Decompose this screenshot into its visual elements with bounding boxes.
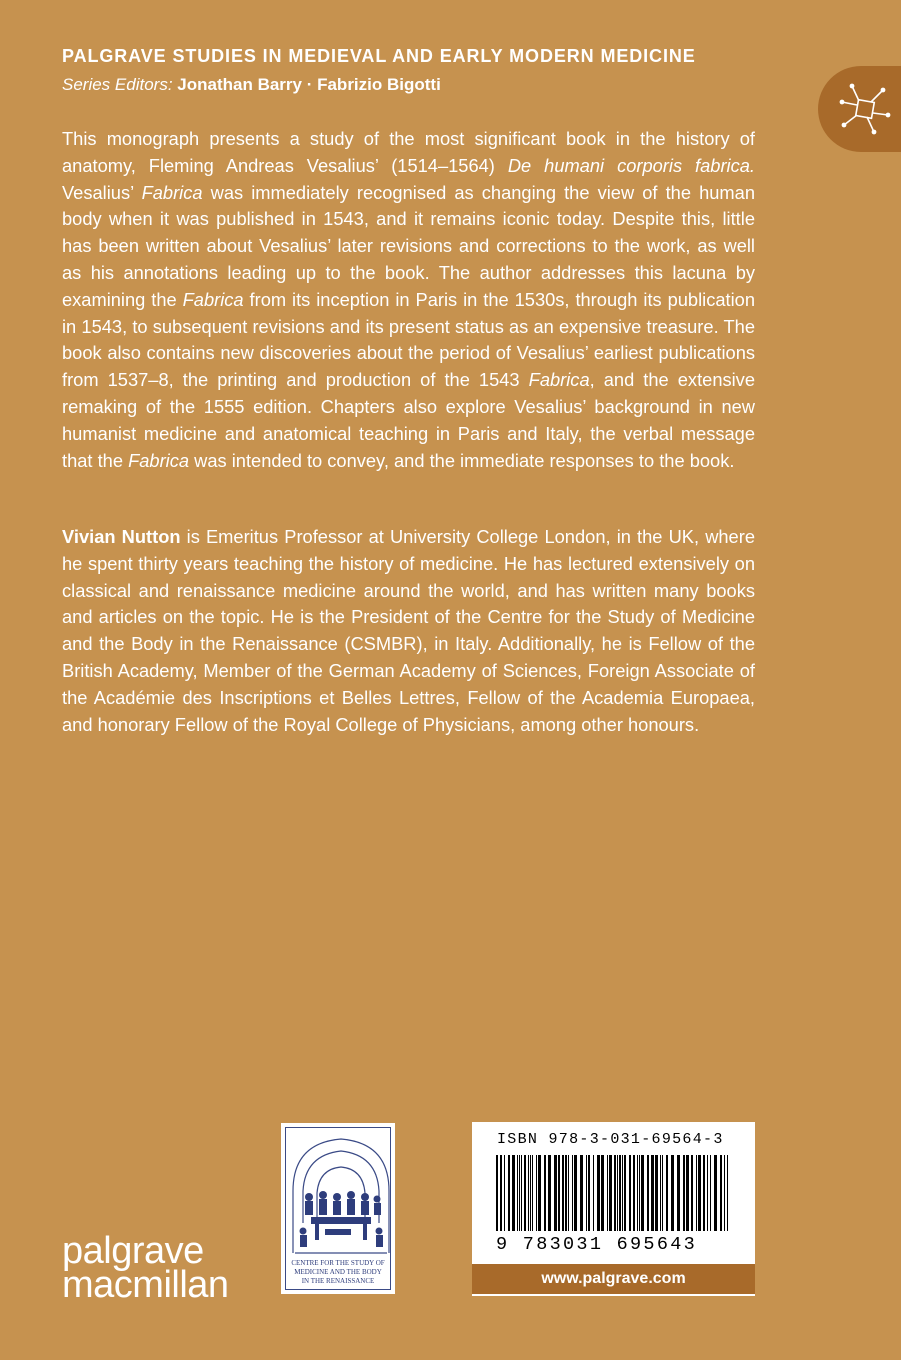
barcode-bar <box>647 1155 649 1231</box>
blurb-italic-run: Fabrica <box>128 449 190 471</box>
barcode-bar <box>703 1155 705 1231</box>
barcode-bar <box>574 1155 577 1231</box>
blurb-text-run: Vesalius’ <box>62 181 142 203</box>
barcode-bar <box>572 1155 573 1231</box>
blurb-italic-run: Fabrica <box>528 369 590 391</box>
barcode-bar <box>580 1155 583 1231</box>
csmbr-caption: CENTRE FOR THE STUDY OF MEDICINE AND THE BODY IN THE RENAISSANCE <box>291 1259 385 1285</box>
blurb-italic-run: Fabrica <box>182 288 244 310</box>
barcode-bar <box>586 1155 587 1231</box>
barcode-bar <box>624 1155 626 1231</box>
barcode-bar <box>597 1155 600 1231</box>
barcode-bar <box>517 1155 518 1231</box>
barcode-bar <box>629 1155 631 1231</box>
springer-nature-tab <box>818 66 901 152</box>
barcode-bar <box>641 1155 644 1231</box>
barcode-bar <box>662 1155 663 1231</box>
blurb-text-run: This monograph presents a study of the most significant book in the history of anatomy, Fleming Andreas Vesalius’ (1514–1564) <box>62 128 755 176</box>
publisher-url[interactable]: www.palgrave.com <box>472 1264 755 1294</box>
barcode-bar <box>548 1155 551 1231</box>
csmbr-logo <box>281 1123 395 1294</box>
barcode-bar <box>637 1155 638 1231</box>
barcode-bar <box>607 1155 608 1231</box>
barcode-bar <box>500 1155 502 1231</box>
blurb-text-run: was immediately recognised as changing the view of the human body when it was published in 1543, and it remains iconic today. Despite this, little has been written about Vesalius’ later revisions and corrections to the work, as well as his annotations leading up to the book. The author addresses this lacuna by examining the <box>62 181 755 310</box>
barcode-bar <box>651 1155 654 1231</box>
barcode-bar <box>639 1155 640 1231</box>
barcode-bar <box>562 1155 564 1231</box>
series-editors-names: Jonathan Barry · Fabrizio Bigotti <box>177 75 441 94</box>
springer-nature-tab-icon <box>836 80 894 138</box>
csmbr-anatomy-engraving-icon <box>289 1131 393 1255</box>
logo-line-palgrave: palgrave <box>62 1230 204 1272</box>
palgrave-macmillan-logo <box>62 1230 229 1306</box>
barcode-bar <box>691 1155 693 1231</box>
barcode-bar <box>727 1155 728 1231</box>
barcode-bar <box>683 1155 685 1231</box>
blurb-italic-run: Fabrica <box>141 181 203 203</box>
barcode-digits: 9 783031 695643 <box>496 1234 698 1255</box>
barcode-bar <box>660 1155 661 1231</box>
series-editors-label: Series Editors: <box>62 75 173 94</box>
barcode-bar <box>532 1155 533 1231</box>
barcode-bar <box>724 1155 725 1231</box>
barcode-bar <box>707 1155 708 1231</box>
barcode-bar <box>710 1155 711 1231</box>
blurb-text-run: was intended to convey, and the immediate responses to the book. <box>189 449 735 471</box>
barcode-bar <box>666 1155 668 1231</box>
barcode-bar <box>601 1155 604 1231</box>
barcode-bar <box>519 1155 520 1231</box>
barcode-bar <box>512 1155 515 1231</box>
barcode-bar <box>686 1155 689 1231</box>
barcode-bar <box>504 1155 505 1231</box>
barcode-bar <box>536 1155 537 1231</box>
author-bio-paragraph <box>62 524 755 738</box>
barcode-bar <box>530 1155 531 1231</box>
barcode-bar <box>558 1155 560 1231</box>
barcode-bar <box>538 1155 541 1231</box>
author-name: Vivian Nutton <box>62 526 181 547</box>
barcode-icon <box>496 1155 730 1233</box>
barcode-bar <box>633 1155 635 1231</box>
barcode-bar <box>720 1155 722 1231</box>
barcode-bar <box>496 1155 498 1231</box>
barcode-bar <box>521 1155 522 1231</box>
barcode-bar <box>714 1155 717 1231</box>
barcode-bar <box>677 1155 680 1231</box>
barcode-bar <box>609 1155 612 1231</box>
blurb-text-run: from its inception in Paris in the 1530s, through its publication in 1543, to subsequent revisions and its present status as an expensive treasure. The book also contains new discoveries about the period of Vesalius’ earliest publications from 1537–8, the printing and production of the 1543 <box>62 288 756 391</box>
barcode-bar <box>544 1155 546 1231</box>
barcode-bar <box>614 1155 616 1231</box>
barcode-bar <box>524 1155 526 1231</box>
logo-line-macmillan: macmillan <box>62 1264 229 1306</box>
series-title: PALGRAVE STUDIES IN MEDIEVAL AND EARLY MODERN MEDICINE <box>62 46 696 66</box>
barcode-bar <box>622 1155 623 1231</box>
blurb-text-run: , and the extensive remaking of the 1555 edition. Chapters also explore Vesalius’ background in new humanist medicine and anatomical teaching in Paris and Italy, the verbal message that the <box>62 369 755 471</box>
barcode-bar <box>593 1155 594 1231</box>
barcode-bar <box>568 1155 569 1231</box>
barcode-bar <box>671 1155 674 1231</box>
series-editors <box>62 75 441 95</box>
barcode-bar <box>617 1155 618 1231</box>
blurb-italic-run: De humani corporis fabrica. <box>507 154 755 176</box>
barcode-bar <box>508 1155 510 1231</box>
barcode-bar <box>565 1155 567 1231</box>
barcode-bar <box>588 1155 590 1231</box>
barcode-bar <box>698 1155 701 1231</box>
description-paragraph <box>62 126 755 474</box>
barcode-bar <box>696 1155 697 1231</box>
author-bio-text: is Emeritus Professor at University College London, in the UK, where he spent thirty years teaching the history of medicine. He has lectured extensively on classical and renaissance medicine around the world, and has written many books and articles on the topic. He is the President of the Centre for the Study of Medicine and the Body in the Renaissance (CSMBR), in Italy. Additionally, he is Fellow of the British Academy, Member of the German Academy of Sciences, Foreign Associate of the Académie des Inscriptions et Belles Lettres, Fellow of the Academia Europaea, and honorary Fellow of the Royal College of Physicians, among other honours. <box>62 526 755 735</box>
barcode-bar <box>554 1155 557 1231</box>
barcode-bar <box>528 1155 529 1231</box>
isbn-label: ISBN 978-3-031-69564-3 <box>497 1131 724 1148</box>
barcode-bar <box>655 1155 658 1231</box>
barcode-bar <box>619 1155 621 1231</box>
